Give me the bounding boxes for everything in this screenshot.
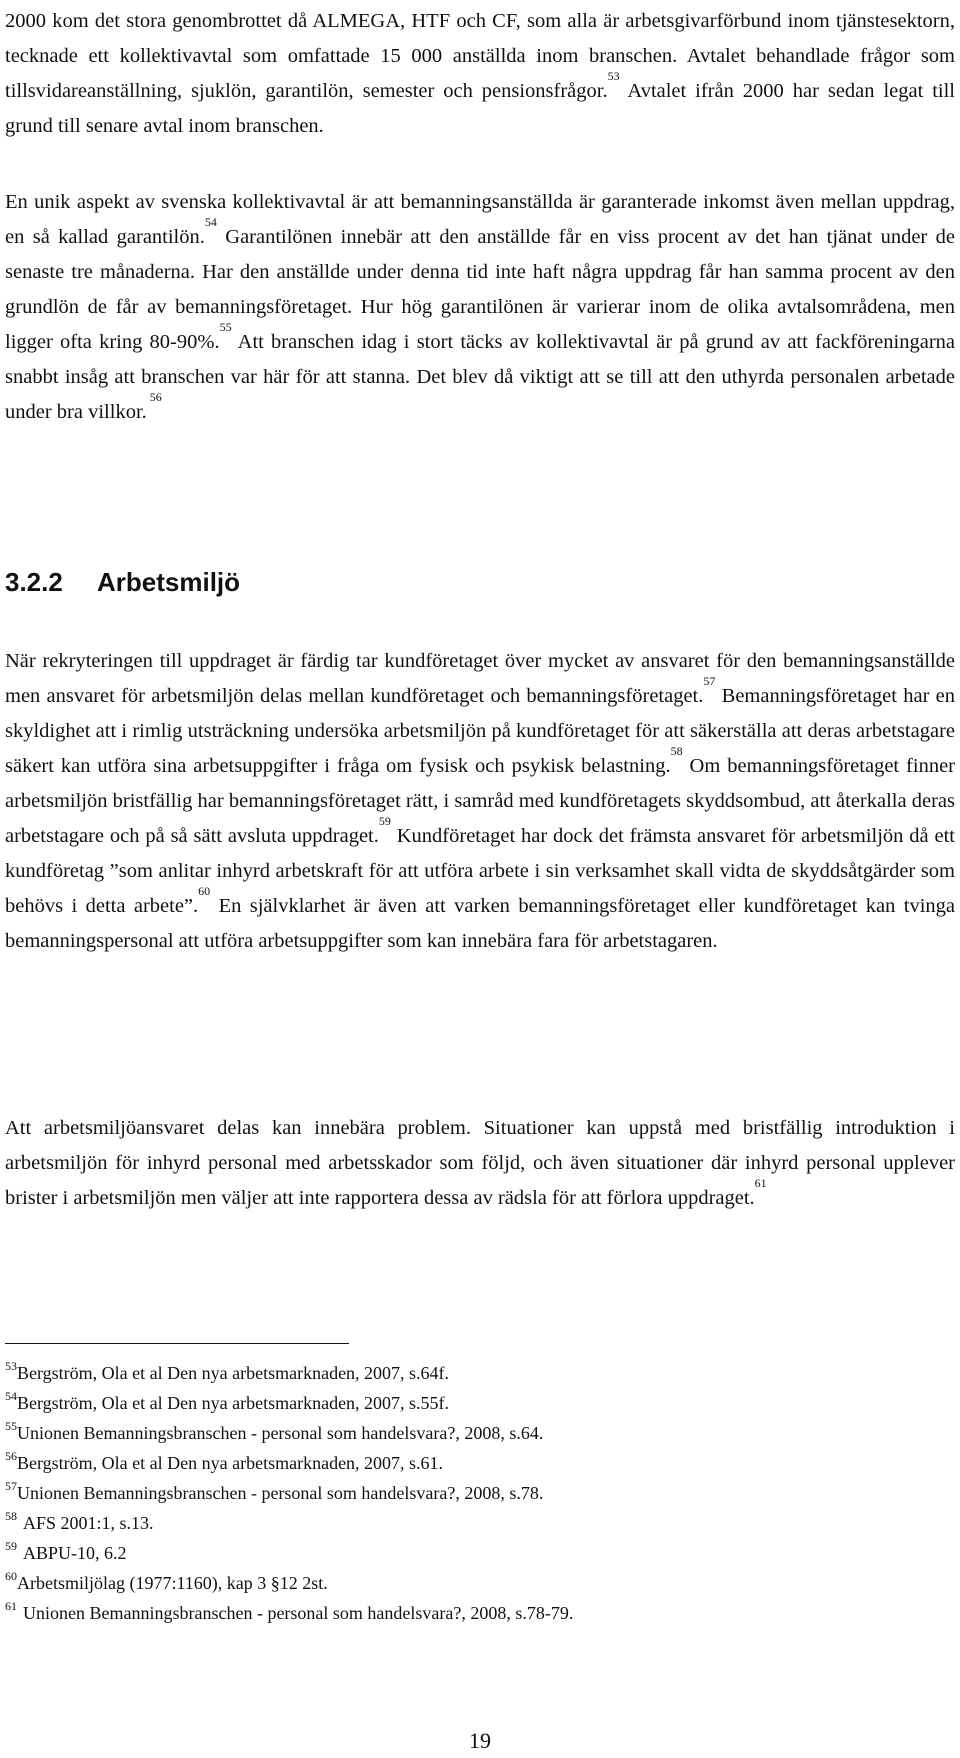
paragraph-text: Att arbetsmiljöansvaret delas kan innebära problem. Situationer kan uppstå med bristfällig introduktion i arbetsmiljön för inhyrd personal med arbetsskador som följd, och även situationer där inhyrd personal upplever brister i arbetsmiljön men väljer att inte rapportera dessa av rädsla för att förlora uppdraget. [5, 1117, 955, 1209]
paragraph-text: Bemanningsföretaget har en skyldighet att i rimlig utsträckning undersöka arbetsmiljön på kundföretaget för att säkerställa att deras arbetstagare säkert kan utföra sina arbetsuppgifter i fråga om fysisk och psykisk belastning. [5, 685, 956, 777]
paragraph-text: Kundföretaget har dock det främsta ansvaret för arbetsmiljön då ett kundföretag ”som anlitar inhyrd arbetskraft för att utföra arbete i sin verksamhet skall vidta de skyddsåtgärder som behövs i detta arbete”. [5, 825, 955, 917]
footnote-ref-57[interactable]: 57 [703, 674, 716, 688]
paragraph-shared-responsibility [5, 1111, 955, 1216]
footnote-number: 54 [5, 1389, 17, 1403]
paragraph-text: Att branschen idag i stort täcks av kollektivavtal är på grund av att fackföreningarna snabbt insåg att branschen var här för att stanna. Det blev då viktigt att se till att den uthyrda personalen arbetade under bra villkor. [5, 331, 955, 423]
footnote-number: 60 [5, 1569, 17, 1583]
footnote [5, 1358, 573, 1388]
footnote-ref-58[interactable]: 58 [670, 744, 683, 758]
footnote-text: ABPU-10, 6.2 [23, 1543, 127, 1563]
footnote-ref-53[interactable]: 53 [607, 69, 620, 83]
paragraph-text: Avtalet ifrån 2000 har sedan legat till grund till senare avtal inom branschen. [5, 80, 956, 137]
footnote-number: 57 [5, 1479, 17, 1493]
footnote-text: Unionen Bemanningsbranschen - personal som handelsvara?, 2008, s.78. [17, 1483, 544, 1503]
footnote [5, 1388, 573, 1418]
footnote-separator [5, 1343, 349, 1344]
footnote-text: Bergström, Ola et al Den nya arbetsmarknaden, 2007, s.61. [17, 1453, 444, 1473]
footnote [5, 1418, 573, 1448]
footnote [5, 1598, 573, 1628]
paragraph-text: När rekryteringen till uppdraget är färdig tar kundföretaget över mycket av ansvaret för den bemanningsanställde men ansvaret för arbetsmiljön delas mellan kundföretaget och bemanningsföretaget. [5, 650, 955, 707]
footnotes-list [5, 1358, 573, 1628]
footnote-number: 53 [5, 1359, 17, 1373]
footnote-number: 56 [5, 1449, 17, 1463]
footnote [5, 1478, 573, 1508]
paragraph-text: En unik aspekt av svenska kollektivavtal är att bemanningsanställda är garanterade inkomst även mellan uppdrag, en så kallad garantilön. [5, 191, 955, 248]
footnote-ref-61[interactable]: 61 [754, 1176, 767, 1190]
footnote-text: Unionen Bemanningsbranschen - personal som handelsvara?, 2008, s.64. [17, 1423, 544, 1443]
paragraph-work-environment [5, 644, 955, 959]
paragraph-text: En självklarhet är även att varken bemanningsföretaget eller kundföretaget kan tvinga bemanningspersonal att utföra arbetsuppgifter som kan innebära fara för arbetstagaren. [5, 895, 956, 952]
footnote-ref-55[interactable]: 55 [219, 320, 232, 334]
page-number: 19 [469, 1728, 491, 1753]
footnote-ref-59[interactable]: 59 [378, 814, 391, 828]
footnote-text: Bergström, Ola et al Den nya arbetsmarknaden, 2007, s.55f. [17, 1393, 450, 1413]
footnote [5, 1538, 573, 1568]
paragraph-text: 2000 kom det stora genombrottet då ALMEGA, HTF och CF, som alla är arbetsgivarförbund inom tjänstesektorn, tecknade ett kollektivavtal som omfattade 15 000 anställda inom branschen. Avtalet behandlade frågor som tillsvidareanställning, sjuklön, garantilön, semester och pensionsfrågor. [5, 10, 955, 102]
section-heading [5, 566, 240, 598]
footnote-text: AFS 2001:1, s.13. [23, 1513, 154, 1533]
section-number: 3.2.2 [5, 567, 63, 597]
section-title: Arbetsmiljö [97, 567, 241, 597]
footnote-ref-54[interactable]: 54 [204, 215, 217, 229]
footnote-number: 58 [5, 1509, 17, 1523]
footnote-ref-56[interactable]: 56 [146, 390, 162, 404]
footnote-text: Unionen Bemanningsbranschen - personal som handelsvara?, 2008, s.78-79. [23, 1603, 574, 1623]
paragraph-text: Om bemanningsföretaget finner arbetsmiljön bristfällig har bemanningsföretaget rätt, i samråd med kundföretagets skyddsombud, att återkalla deras arbetstagare och på så sätt avsluta uppdraget. [5, 755, 956, 847]
footnote [5, 1568, 573, 1598]
paragraph-text: Garantilönen innebär att den anställde får en viss procent av det han tjänat under de senaste tre månaderna. Har den anställde under denna tid inte haft några uppdrag får han samma procent av den grundlön de får av bemanningsföretaget. Hur hög garantilönen är varierar inom de olika avtalsområdena, men ligger ofta kring 80-90%. [5, 226, 955, 353]
footnote-number: 59 [5, 1539, 17, 1553]
footnote-number: 55 [5, 1419, 17, 1433]
footnote [5, 1448, 573, 1478]
footnote-text: Bergström, Ola et al Den nya arbetsmarknaden, 2007, s.64f. [17, 1363, 450, 1383]
paragraph-collective-agreement [5, 4, 955, 144]
footnote [5, 1508, 573, 1538]
paragraph-guaranteed-wage [5, 185, 955, 430]
footnote-number: 61 [5, 1599, 17, 1613]
footnote-text: Arbetsmiljölag (1977:1160), kap 3 §12 2st. [17, 1573, 328, 1593]
footnote-ref-60[interactable]: 60 [198, 884, 211, 898]
